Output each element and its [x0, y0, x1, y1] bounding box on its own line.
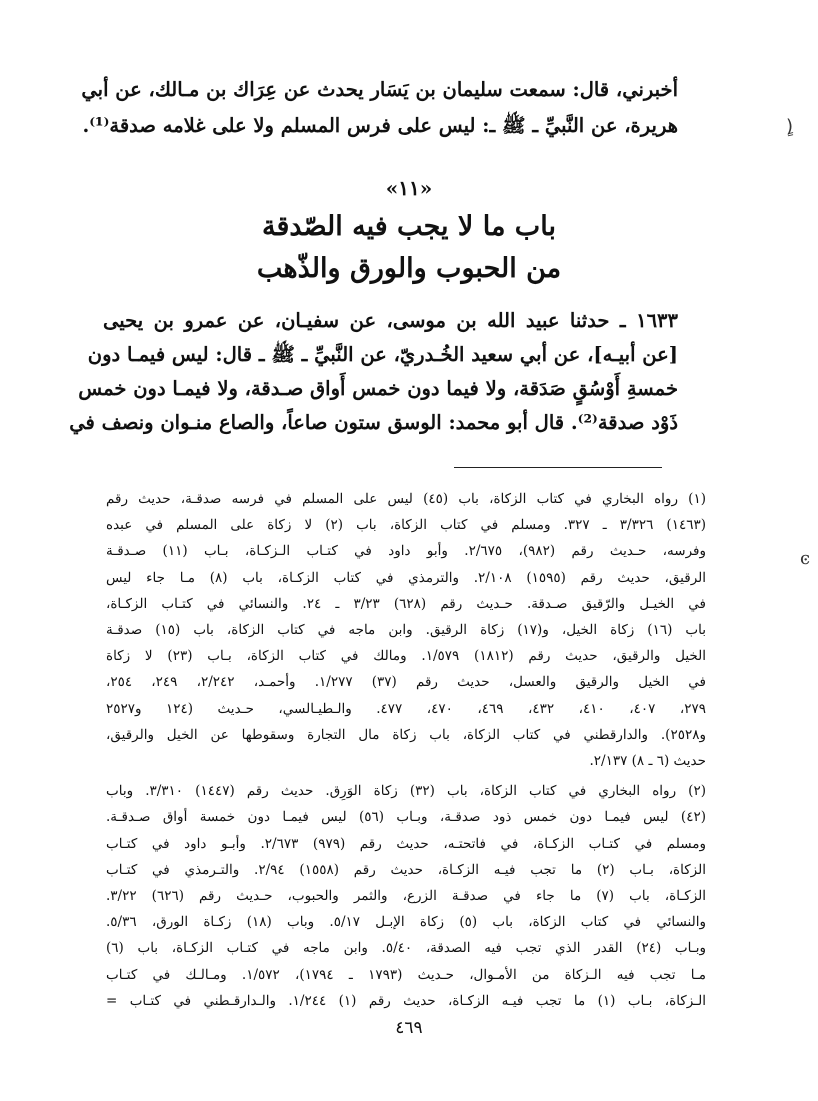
- footnote-line: (١٤٦٣) ٣/٣٢٦ ـ ٣٢٧. ومسلم في كتاب الزكاة، باب (٢) لا زكاة على المسلم في عبده: [106, 517, 706, 534]
- chapter-number: «١١»: [385, 176, 433, 200]
- intro-text: [81, 72, 678, 144]
- footnote-line: الزكـاة، باب (٧) ما جاء في صدقـة الزرع، والثمر والحبوب، حـديث رقم (٦٢٦) ٣/٢٢.: [106, 888, 707, 905]
- chapter-title-line: من الحبوب والورق والذّهب: [256, 253, 562, 284]
- footnote-line: والنسائي في كتاب الزكاة، باب (٥) زكاة الإبـل ٥/١٧. وباب (١٨) زكـاة الورق، ٥/٣٦.: [106, 914, 706, 931]
- hadith-text: [69, 304, 678, 440]
- chapter-title-line: باب ما لا يجب فيه الصّدقة: [262, 211, 556, 242]
- footnote-line: في الخيـل والرّقيق صـدقة. حـديث رقم (٦٢٨) ٣/٢٣ ـ ٢٤. والنسائي في كتـاب الزكـاة،: [106, 595, 706, 612]
- hadith-line: ذَوْد صدقة⁽²⁾. قال أبو محمد: الوسق ستون صاعاً، والصاع منـوان ونصف في: [69, 411, 678, 434]
- intro-line: أخبرني، قال: سمعت سليمان بن يَسَار يحدث عن عِرَاك بن مـالك، عن أبي: [81, 78, 678, 101]
- footnote-line: (٤٢) ليس فيمـا دون خمس ذود صدقـة، وبـاب (٥٦) ليس فيمـا دون خمسة أواق صـدقـة.: [106, 809, 706, 826]
- footnote-line: (١) رواه البخاري في كتاب الزكاة، باب (٤٥) ليس على المسلم في فرسه صدقـة، حديث رقم: [106, 491, 706, 507]
- footnote-line: الزكاة، بـاب (٢) ما تجب فيـه الزكـاة، حديث رقم (١٥٥٨) ٢/٩٤. والتـرمذي في كتـاب: [106, 861, 706, 878]
- footnote-line: ٢٧٩، ٤٠٧، ٤١٠، ٤٣٢، ٤٦٩، ٤٧٠، ٤٧٧. والـطيـالسي، حـديث (١٢٤ و٢٥٢٧: [106, 700, 706, 717]
- margin-mark: ͼ: [800, 548, 811, 569]
- footnote-line: الخيل والرقيق، حديث رقم (١٨١٢) ١/٥٧٩. ومالك في كتاب الزكاة، بـاب (٢٣) لا زكاة: [106, 648, 707, 665]
- intro-line: هريرة، عن النَّبيِّ ـ ﷺ ـ: ليس على فرس المسلم ولا على غلامه صدقة⁽¹⁾.: [82, 114, 678, 137]
- footnote-line: (٢) رواه البخاري في كتاب الزكاة، باب (٣٢) زكاة الوَرِق. حديث رقم (١٤٤٧) ٣/٣١٠. وباب: [106, 783, 706, 800]
- footnote-line: في الخيل والرقيق والعسل، حديث رقم (٣٧) ١/٢٧٧. وأحمـد، ٢/٢٤٢، ٢٤٩، ٢٥٤،: [106, 674, 707, 691]
- footnote-line: الـزكاة، بـاب (١) ما تجب فيـه الزكـاة، حديث رقم (١) ١/٢٤٤. والـدارقـطني في كتـاب =: [106, 992, 706, 1009]
- hadith-line: خمسةِ أَوْسُقٍ صَدَقة، ولا فيما دون خمس أَواق صـدقة، ولا فيمـا دون خمس: [78, 377, 678, 400]
- footnote-1: [106, 486, 706, 774]
- footnote-line: الرقيق، حديث رقم (١٥٩٥) ٢/١٠٨. والترمذي في كتاب الزكـاة، باب (٨) مـا جاء ليس: [106, 569, 707, 586]
- footnote-line: وفرسه، حـديث رقم (٩٨٢)، ٢/٦٧٥. وأبو داود في كتـاب الـزكـاة، بـاب (١١) صـدقـة: [106, 543, 707, 560]
- footnote-line: حديث (٦ ـ ٨) ٢/١٣٧.: [589, 753, 706, 770]
- footnote-separator: [454, 467, 662, 468]
- footnote-line: وبـاب (٢٤) القدر الذي تجب فيه الصدقة، ٥/٤٠. وابن ماجه في كتـاب الزكـاة، باب (٦): [106, 940, 706, 957]
- page-number: ٤٦٩: [395, 1018, 423, 1038]
- hadith-line: ١٦٣٣ ـ حدثنا عبيد الله بن موسى، عن سفيـان، عن عمرو بن يحيى: [103, 309, 678, 332]
- footnote-line: مـا تجب فيه الـزكاة من الأمـوال، حـديث (١٧٩٣ ـ ١٧٩٤)، ١/٥٧٢. ومـالـك في كتـاب: [106, 966, 707, 983]
- footnotes: [106, 486, 706, 1014]
- footnote-2: [106, 778, 706, 1014]
- margin-mark: (ٍ: [786, 116, 794, 137]
- chapter-title: [0, 206, 818, 290]
- footnote-line: باب (١٦) زكاة الخيل، و(١٧) زكاة الرقيق. وابن ماجه في كتاب الزكاة، باب (١٥) صدقـة: [106, 622, 706, 639]
- footnote-line: و٢٥٢٨). والدارقطني في كتاب الزكاة، باب زكاة مال التجارة وسقوطها عن الخيل والرقيق،: [106, 726, 706, 743]
- footnote-line: ومسلم في كتـاب الزكـاة، في فاتحتـه، حديث رقم (٩٧٩) ٢/٦٧٣. وأبـو داود في كتـاب: [106, 835, 706, 852]
- hadith-line: [عن أبيـه]، عن أبي سعيد الخُـدريّ، عن النَّبيِّ ـ ﷺ ـ قال: ليس فيمـا دون: [87, 343, 678, 366]
